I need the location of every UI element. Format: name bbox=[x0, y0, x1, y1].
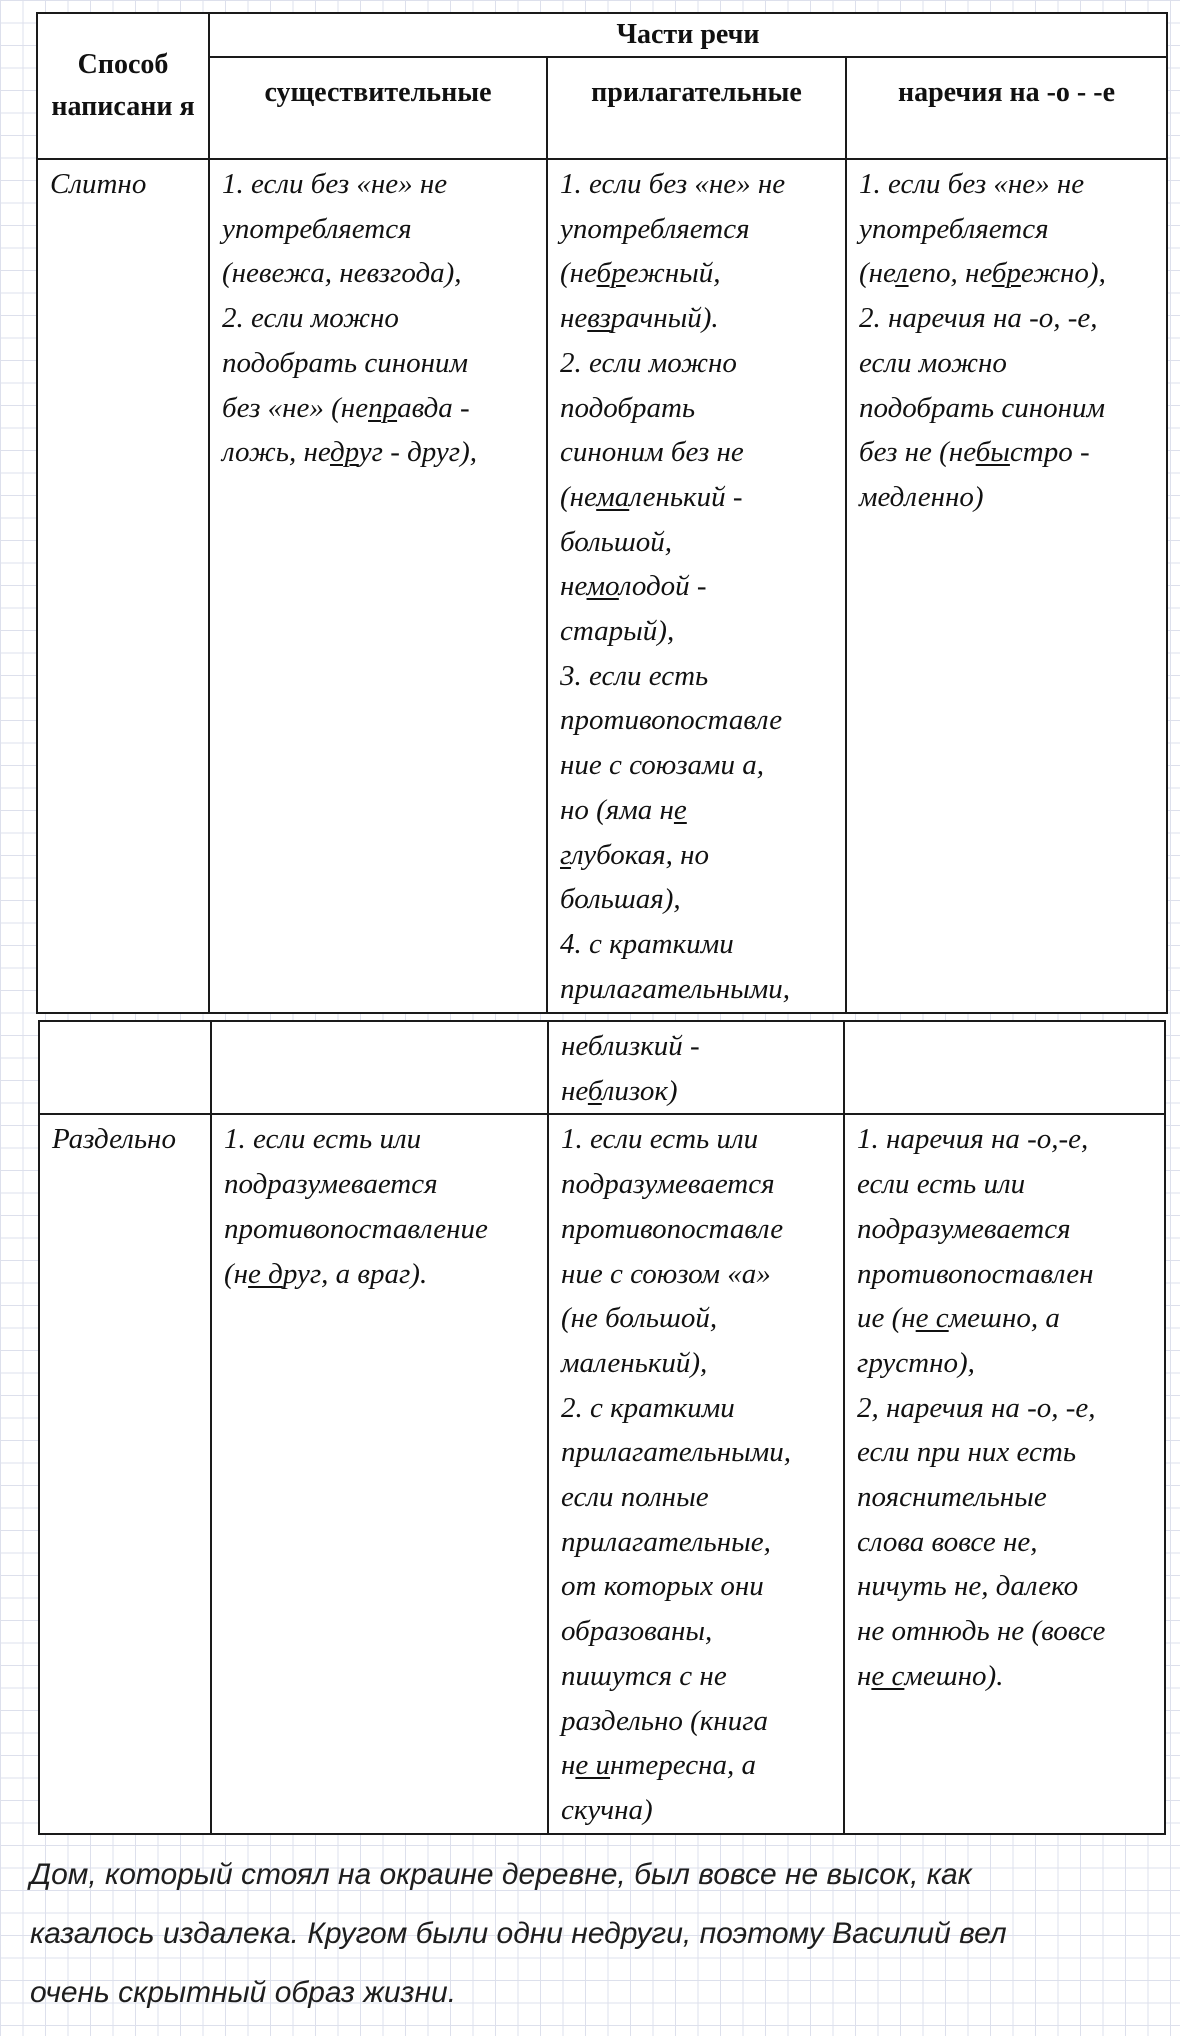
text-fragment: пояснительные bbox=[857, 1481, 1047, 1514]
cell-line bbox=[224, 1252, 539, 1297]
cell-continued-nouns bbox=[211, 1021, 548, 1114]
cell-line bbox=[222, 341, 538, 386]
cell-fused-adverbs bbox=[846, 159, 1167, 1013]
cell-line bbox=[859, 207, 1158, 252]
row-label-fused: Слитно bbox=[37, 159, 209, 1013]
cell-line bbox=[561, 1252, 835, 1297]
cell-line bbox=[224, 1162, 539, 1207]
text-fragment: 1. если без «не» не bbox=[560, 168, 786, 200]
text-fragment: противопоставлен bbox=[857, 1257, 1094, 1290]
text-fragment: ежный, bbox=[625, 257, 721, 290]
cell-line bbox=[224, 1207, 539, 1252]
text-fragment: стро - bbox=[1009, 436, 1090, 469]
text-fragment: не bbox=[560, 302, 588, 335]
cell-line bbox=[222, 430, 538, 475]
cell-line bbox=[561, 1386, 835, 1431]
cell-line bbox=[857, 1564, 1156, 1609]
example-text bbox=[30, 1845, 1160, 2022]
cell-line bbox=[857, 1609, 1156, 1654]
text-fragment: употребляется bbox=[560, 212, 750, 245]
text-fragment: (не bbox=[560, 257, 597, 290]
text-fragment: слова вовсе не, bbox=[857, 1525, 1038, 1558]
text-fragment: противопоставле bbox=[560, 704, 783, 737]
cell-line bbox=[560, 386, 837, 431]
text-fragment: прилагательные, bbox=[561, 1525, 771, 1558]
cell-line bbox=[859, 162, 1158, 207]
header-method: Способ написани я bbox=[37, 13, 209, 159]
cell-line bbox=[222, 251, 538, 296]
text-fragment: рачный). bbox=[610, 302, 719, 335]
cell-separate-adjectives bbox=[548, 1114, 844, 1833]
cell-line bbox=[560, 520, 837, 565]
example-line: казалось издалека. Кругом были одни недруги, поэтому Василий вел bbox=[30, 1917, 1007, 1950]
underlined-fragment: е д bbox=[248, 1257, 283, 1290]
text-fragment: (не большой, bbox=[561, 1302, 718, 1335]
text-fragment: прилагательными, bbox=[560, 972, 791, 1005]
underlined-fragment: е и bbox=[575, 1749, 611, 1782]
cell-line bbox=[859, 475, 1158, 520]
underlined-fragment: б bbox=[587, 1074, 602, 1107]
text-fragment: н bbox=[857, 1659, 872, 1692]
spelling-rules-table-continued bbox=[38, 1020, 1166, 1835]
text-fragment: скучна) bbox=[561, 1793, 653, 1826]
row-label-separate: Раздельно bbox=[39, 1114, 211, 1833]
cell-line bbox=[560, 341, 837, 386]
text-fragment: противопоставле bbox=[561, 1212, 784, 1245]
header-nouns: существительные bbox=[209, 57, 547, 159]
text-fragment: раздельно (книга bbox=[561, 1704, 769, 1737]
cell-line bbox=[560, 475, 837, 520]
text-fragment: (не bbox=[560, 480, 597, 513]
text-fragment: без не (не bbox=[859, 436, 976, 469]
cell-line bbox=[857, 1654, 1156, 1699]
text-fragment: не отнюдь не (вовсе bbox=[857, 1615, 1106, 1648]
underlined-fragment: ма bbox=[596, 480, 630, 513]
spelling-rules-table bbox=[36, 12, 1168, 1014]
text-fragment: большой, bbox=[560, 525, 672, 558]
text-fragment: лодой - bbox=[618, 570, 707, 603]
underlined-fragment: г bbox=[560, 838, 571, 871]
cell-line bbox=[857, 1386, 1156, 1431]
cell-line bbox=[561, 1475, 835, 1520]
text-fragment: 1. наречия на -о,-е, bbox=[857, 1123, 1089, 1156]
cell-line bbox=[561, 1743, 835, 1788]
text-fragment: 2, наречия на -о, -е, bbox=[857, 1391, 1096, 1424]
cell-line bbox=[560, 251, 837, 296]
cell-line bbox=[561, 1699, 835, 1744]
text-fragment: лубокая, но bbox=[570, 838, 709, 871]
cell-continued-adjectives bbox=[548, 1021, 844, 1114]
text-fragment: ие (н bbox=[857, 1302, 916, 1335]
cell-line bbox=[561, 1341, 835, 1386]
text-fragment: подразумевается bbox=[561, 1168, 775, 1201]
cell-line bbox=[560, 207, 837, 252]
example-line: Дом, который стоял на окраине деревне, был вовсе не высок, как bbox=[30, 1858, 972, 1891]
text-fragment: ничуть не, далеко bbox=[857, 1570, 1079, 1603]
underlined-fragment: мо bbox=[586, 570, 619, 603]
cell-line bbox=[224, 1117, 539, 1162]
text-fragment: от которых они bbox=[561, 1570, 764, 1603]
cell-line bbox=[561, 1296, 835, 1341]
example-line: очень скрытный образ жизни. bbox=[30, 1976, 457, 2009]
text-fragment: большая), bbox=[560, 883, 681, 916]
text-fragment: 2. если можно bbox=[560, 346, 737, 379]
text-fragment: употребляется bbox=[859, 212, 1049, 245]
text-fragment: маленький), bbox=[561, 1346, 708, 1379]
cell-continued-adverbs bbox=[844, 1021, 1165, 1114]
underlined-fragment: бр bbox=[596, 257, 626, 290]
text-fragment: (н bbox=[224, 1257, 249, 1290]
text-fragment: подобрать bbox=[560, 391, 696, 424]
text-fragment: не bbox=[560, 570, 587, 603]
cell-line bbox=[859, 341, 1158, 386]
cell-line bbox=[560, 296, 837, 341]
cell-line bbox=[560, 743, 837, 788]
cell-line bbox=[857, 1341, 1156, 1386]
text-fragment: ние с союзом «а» bbox=[561, 1257, 771, 1290]
text-fragment: подобрать синоним bbox=[222, 346, 469, 379]
cell-line bbox=[560, 788, 837, 833]
cell-line bbox=[561, 1162, 835, 1207]
text-fragment: нтересна, а bbox=[610, 1749, 756, 1782]
cell-line bbox=[857, 1475, 1156, 1520]
cell-continued-label bbox=[39, 1021, 211, 1114]
text-fragment: (не bbox=[859, 257, 896, 290]
text-fragment: уг - друг), bbox=[358, 436, 478, 469]
text-fragment: (невежа, невзгода), bbox=[222, 257, 462, 290]
text-fragment: употребляется bbox=[222, 212, 412, 245]
underlined-fragment: пр bbox=[368, 391, 398, 424]
cell-line bbox=[561, 1024, 835, 1069]
text-fragment: грустно), bbox=[857, 1346, 975, 1379]
text-fragment: подразумевается bbox=[224, 1168, 438, 1201]
cell-line bbox=[222, 162, 538, 207]
text-fragment: старый), bbox=[560, 615, 675, 648]
header-parts-of-speech: Части речи bbox=[209, 13, 1167, 57]
text-fragment: медленно) bbox=[859, 480, 984, 513]
cell-line bbox=[222, 296, 538, 341]
text-fragment: 3. если есть bbox=[560, 659, 709, 692]
text-fragment: если полные bbox=[561, 1481, 709, 1514]
cell-line bbox=[857, 1207, 1156, 1252]
underlined-fragment: е с bbox=[871, 1659, 905, 1692]
text-fragment: мешно, а bbox=[948, 1302, 1060, 1335]
cell-line bbox=[859, 251, 1158, 296]
cell-line bbox=[561, 1788, 835, 1833]
text-fragment: ложь, не bbox=[222, 436, 330, 469]
cell-line bbox=[560, 654, 837, 699]
underlined-fragment: вз bbox=[587, 302, 611, 335]
text-fragment: не bbox=[561, 1074, 588, 1107]
cell-line bbox=[560, 564, 837, 609]
text-fragment: неблизкий - bbox=[561, 1030, 700, 1062]
text-fragment: епо, не bbox=[908, 257, 992, 290]
cell-line bbox=[560, 430, 837, 475]
text-fragment: подразумевается bbox=[857, 1212, 1071, 1245]
cell-line bbox=[561, 1609, 835, 1654]
text-fragment: 2. с краткими bbox=[561, 1391, 735, 1424]
text-fragment: но (яма н bbox=[560, 793, 674, 826]
text-fragment: если можно bbox=[859, 346, 1007, 379]
text-fragment: прилагательными, bbox=[561, 1436, 792, 1469]
text-fragment: противопоставление bbox=[224, 1212, 488, 1245]
text-fragment: 1. если есть или bbox=[561, 1123, 759, 1156]
cell-line bbox=[560, 922, 837, 967]
cell-line bbox=[857, 1252, 1156, 1297]
cell-fused-adjectives bbox=[547, 159, 846, 1013]
underlined-fragment: др bbox=[330, 436, 359, 469]
text-fragment: если при них есть bbox=[857, 1436, 1077, 1469]
underlined-fragment: е bbox=[673, 793, 687, 826]
text-fragment: 1. если без «не» не bbox=[859, 168, 1085, 200]
cell-line bbox=[560, 877, 837, 922]
cell-line bbox=[560, 967, 837, 1012]
cell-line bbox=[561, 1654, 835, 1699]
text-fragment: лизок) bbox=[601, 1074, 678, 1107]
underlined-fragment: бы bbox=[975, 436, 1010, 469]
text-fragment: образованы, bbox=[561, 1615, 713, 1648]
cell-separate-adverbs bbox=[844, 1114, 1165, 1833]
cell-line bbox=[560, 698, 837, 743]
text-fragment: подобрать синоним bbox=[859, 391, 1106, 424]
header-adverbs: наречия на -о - -е bbox=[846, 57, 1167, 159]
cell-line bbox=[222, 207, 538, 252]
text-fragment: синоним без не bbox=[560, 436, 744, 469]
underlined-fragment: е с bbox=[915, 1302, 949, 1335]
text-fragment: 2. если можно bbox=[222, 302, 399, 335]
underlined-fragment: л bbox=[895, 257, 909, 290]
text-fragment: н bbox=[561, 1749, 576, 1782]
cell-line bbox=[560, 833, 837, 878]
text-fragment: если есть или bbox=[857, 1168, 1026, 1201]
header-adjectives: прилагательные bbox=[547, 57, 846, 159]
text-fragment: 1. если есть или bbox=[224, 1123, 422, 1156]
cell-line bbox=[561, 1564, 835, 1609]
cell-line bbox=[857, 1430, 1156, 1475]
cell-line bbox=[561, 1117, 835, 1162]
cell-line bbox=[560, 609, 837, 654]
text-fragment: ние с союзами а, bbox=[560, 749, 765, 782]
cell-line bbox=[561, 1520, 835, 1565]
cell-fused-nouns bbox=[209, 159, 547, 1013]
cell-line bbox=[857, 1117, 1156, 1162]
text-fragment: ленький - bbox=[629, 480, 743, 513]
text-fragment: мешно). bbox=[904, 1659, 1004, 1692]
cell-line bbox=[857, 1520, 1156, 1565]
cell-line bbox=[859, 296, 1158, 341]
cell-separate-nouns bbox=[211, 1114, 548, 1833]
cell-line bbox=[859, 386, 1158, 431]
text-fragment: 2. наречия на -о, -е, bbox=[859, 302, 1098, 335]
cell-line bbox=[857, 1296, 1156, 1341]
cell-line bbox=[859, 430, 1158, 475]
text-fragment: 1. если без «не» не bbox=[222, 168, 448, 200]
cell-line bbox=[561, 1069, 835, 1114]
text-fragment: ежно), bbox=[1020, 257, 1106, 290]
text-fragment: без «не» (не bbox=[222, 391, 369, 424]
cell-line bbox=[561, 1207, 835, 1252]
text-fragment: пишутся с не bbox=[561, 1659, 727, 1692]
cell-line bbox=[561, 1430, 835, 1475]
underlined-fragment: бр bbox=[991, 257, 1021, 290]
cell-line bbox=[222, 386, 538, 431]
text-fragment: 4. с краткими bbox=[560, 927, 734, 960]
text-fragment: авда - bbox=[397, 391, 470, 424]
cell-line bbox=[857, 1162, 1156, 1207]
text-fragment: руг, а враг). bbox=[282, 1257, 428, 1290]
cell-line bbox=[560, 162, 837, 207]
